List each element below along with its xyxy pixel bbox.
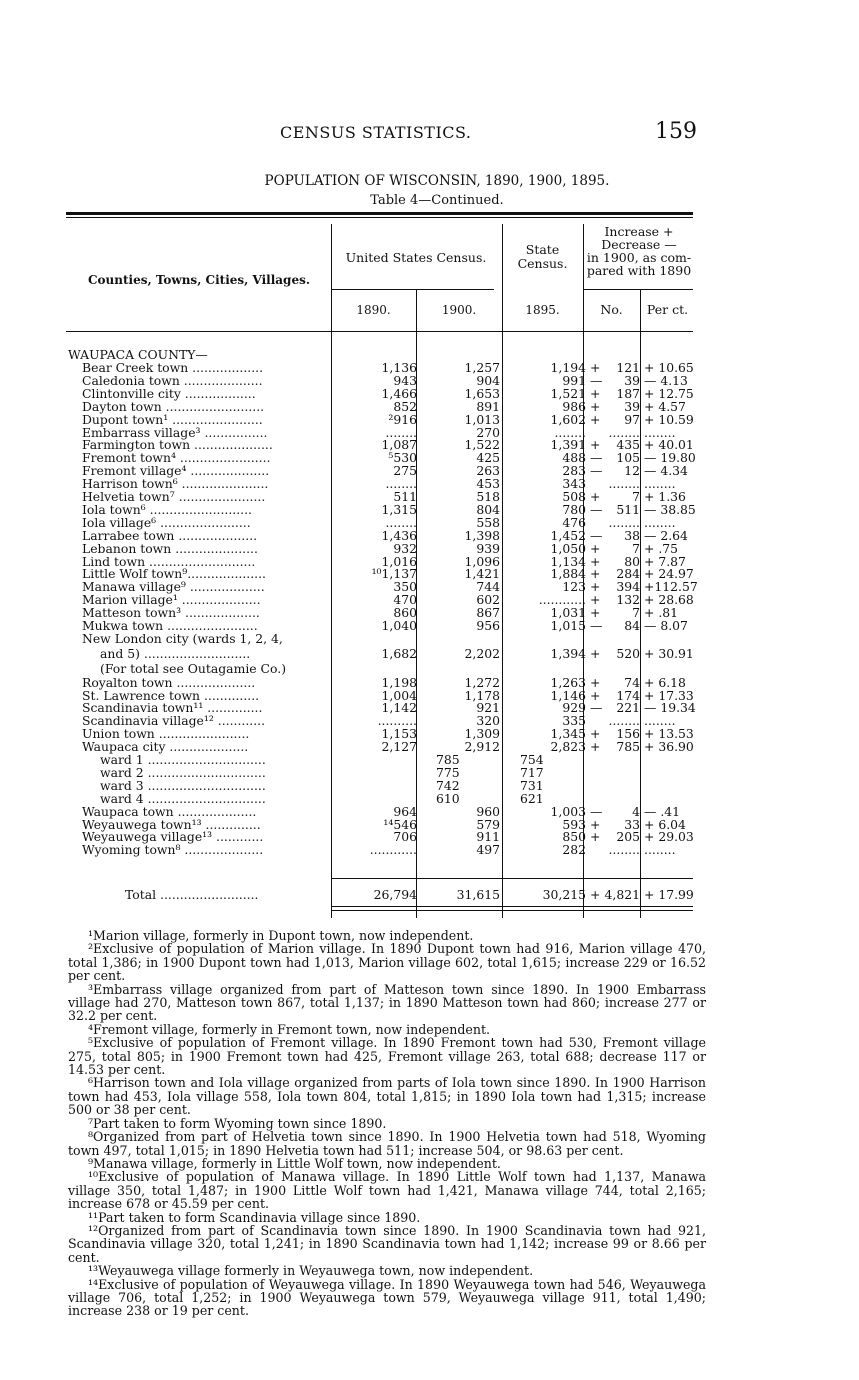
row-name: Weyauwega village¹³ ............ (82, 829, 264, 845)
cell-change-pct: — 2.64 (644, 527, 688, 543)
cell-change-no: 520 (616, 645, 640, 661)
header-bottom-rule (66, 331, 693, 332)
row-name: Union town ....................... (82, 726, 250, 742)
cell-1895: 1,134 (550, 553, 586, 569)
cell-1890: 511 (393, 489, 417, 504)
cell-1900: 891 (476, 398, 500, 414)
cell-1895: 850 (562, 829, 586, 845)
cell-change-no: 39 (624, 398, 640, 414)
table-row (0, 676, 859, 689)
total-change-pct: + 17.99 (644, 887, 694, 902)
cell-1895: 335 (562, 713, 586, 729)
cell-change-pct: ........ (644, 713, 676, 729)
cell-1900: 558 (476, 514, 500, 530)
cell-1900: 1,421 (464, 566, 500, 582)
cell-1895: 1,194 (550, 360, 586, 375)
cell-sign: + (590, 816, 601, 832)
row-name: Scandinavia village¹² ............ (82, 713, 266, 729)
cell-sign: + (590, 592, 601, 608)
cell-change-no: 785 (616, 739, 640, 755)
row-name: Iola village⁶ ....................... (82, 514, 251, 530)
cell-change-no: ........ (608, 424, 640, 440)
running-title: CENSUS STATISTICS. (280, 123, 472, 142)
row-name: Little Wolf town⁹.................... (82, 566, 266, 582)
ward-row (0, 779, 859, 792)
cell-1900: 867 (476, 605, 500, 621)
cell-change-pct: — 19.80 (644, 450, 696, 466)
cell-1890: 852 (393, 398, 417, 414)
table-row (0, 400, 859, 413)
table-row (0, 843, 859, 856)
footnote: ⁴Fremont village, formerly in Fremont town, now independent. (88, 1021, 491, 1037)
ward-1900: 775 (436, 764, 460, 780)
cell-1895: 1,391 (550, 437, 586, 453)
cell-1890: ........ (385, 476, 417, 492)
cell-1900: 921 (476, 700, 500, 716)
cell-sign: + (590, 739, 601, 755)
row-name: Scandinavia town¹¹ .............. (82, 700, 263, 716)
footnotes (68, 929, 706, 1318)
header-incdec-2: Decrease — (601, 237, 677, 252)
row-name: Mukwa town ....................... (82, 618, 258, 633)
cell-1900: 2,912 (464, 739, 500, 755)
cell-change-pct: ........ (644, 424, 676, 440)
cell-1900: 602 (476, 592, 500, 608)
cell-sign: + (590, 489, 601, 504)
cell-change-no: 105 (616, 450, 640, 466)
cell-change-pct: + 7.87 (644, 553, 686, 569)
header-state-census-1: State (525, 242, 560, 257)
cell-1895: 1,521 (550, 385, 586, 401)
total-change-no: 4,821 (604, 887, 640, 902)
cell-1895: 593 (562, 816, 586, 832)
cell-change-no: 12 (624, 463, 640, 479)
cell-change-no: 132 (616, 592, 640, 608)
row-name: Caledonia town .................... (82, 372, 263, 388)
cell-1895: 1,003 (550, 803, 586, 819)
row-name: Bear Creek town .................. (82, 360, 264, 375)
row-name: Fremont town⁴ ....................... (82, 450, 271, 466)
cell-1890: ........ (385, 514, 417, 530)
table-row-newlondon-note (0, 662, 859, 675)
row-name: Weyauwega town¹³ .............. (82, 816, 261, 832)
cell-1900: 2,202 (464, 645, 500, 661)
cell-change-pct: + 17.33 (644, 687, 694, 703)
total-1895: 30,215 (542, 887, 586, 902)
table-row (0, 387, 859, 400)
row-name: Royalton town .................... (82, 674, 256, 690)
footnote: ⁸Organized from part of Helvetia town since 1890. In 1900 Helvetia town had 518, Wyoming town 497, total 1,015; in 1890 Helvetia town had 511; increase 504, or 98.63 per cent. (68, 1129, 706, 1158)
row-name: Lind town ........................... (82, 553, 256, 569)
table-row (0, 516, 859, 529)
footnote: ⁹Manawa village, formerly in Little Wolf town, now independent. (88, 1155, 501, 1171)
header-incdec-4: pared with 1890 (586, 263, 692, 278)
cell-change-pct: — 8.07 (644, 618, 688, 633)
cell-sign: — (590, 700, 603, 716)
cell-1900: 579 (476, 816, 500, 832)
row-name: Wyoming town⁸ .................... (82, 842, 264, 858)
row-name: Marion village¹ .................... (82, 592, 261, 608)
total-label: Total ......................... (125, 887, 259, 902)
table-row (0, 805, 859, 818)
cell-change-no: ........ (608, 842, 640, 858)
table-subtitle: Table 4—Continued. (370, 193, 504, 208)
cell-1900: 1,096 (464, 553, 500, 569)
cell-sign: + (590, 605, 601, 621)
cell-1890: 1,198 (381, 674, 417, 690)
cell-change-no: 156 (616, 726, 640, 742)
footnote: ²Exclusive of population of Marion village. In 1890 Dupont town had 916, Marion village 470, total 1,386; in 1900 Dupont town had 1,013, Marion village 602, total 1,615; increase 229 or 16.52 per cent. (68, 941, 706, 984)
footnote: ³Embarrass village organized from part of Matteson town since 1890. In 1900 Embarrass village had 270, Matteson town 867, total 1,137; in 1890 Matteson town had 860; increase 277 or 32.2 per cent. (68, 981, 706, 1024)
cell-change-no: ........ (608, 476, 640, 492)
ward-1900: 610 (436, 790, 460, 806)
cell-change-pct: +112.57 (644, 579, 698, 595)
footnote: ¹¹Part taken to form Scandinavia village since 1890. (88, 1209, 421, 1225)
cell-change-no: 39 (624, 372, 640, 388)
cell-1900: 1,013 (464, 411, 500, 427)
ward-row (0, 792, 859, 805)
cell-change-pct: + 30.91 (644, 645, 694, 661)
cell-1900: 263 (476, 463, 500, 479)
cell-1895: 1,015 (550, 618, 586, 633)
table-row-newlondon-line1 (0, 632, 859, 645)
cell-1900: 453 (476, 476, 500, 492)
cell-sign: + (590, 687, 601, 703)
cell-sign: + (590, 360, 601, 375)
row-name: (For total see Outagamie Co.) (100, 660, 287, 676)
cell-1900: 518 (476, 489, 500, 504)
cell-sign: — (590, 450, 603, 466)
cell-change-pct: + 28.68 (644, 592, 694, 608)
cell-change-no: 80 (624, 553, 640, 569)
row-name: Manawa village⁹ ................... (82, 579, 265, 595)
incdec-rule (583, 289, 693, 290)
header-1895: 1895. (525, 303, 560, 317)
cell-1890: 275 (393, 463, 417, 479)
cell-change-pct: + .75 (644, 540, 679, 556)
cell-sign: + (590, 726, 601, 742)
cell-change-pct: + 10.65 (644, 360, 694, 375)
cell-sign: + (590, 674, 601, 690)
header-pct: Per ct. (646, 302, 689, 317)
row-name: Waupaca town .................... (82, 803, 257, 819)
ward-1895: 754 (520, 752, 544, 767)
cell-change-pct: — 4.13 (644, 372, 688, 388)
row-name: ward 4 .............................. (100, 790, 266, 806)
cell-1890: 1,040 (381, 618, 417, 633)
cell-1890: 1,153 (381, 726, 417, 742)
cell-1900: 744 (476, 579, 500, 595)
total-bottom-rule-2 (331, 910, 693, 911)
cell-1900: 1,257 (464, 360, 500, 375)
cell-1895: 1,602 (550, 411, 586, 427)
county-heading: WAUPACA COUNTY— (68, 347, 208, 362)
cell-1895: 508 (562, 489, 586, 504)
row-name: Harrison town⁶ ...................... (82, 476, 269, 492)
cell-1900: 320 (476, 713, 500, 729)
cell-sign: + (590, 385, 601, 401)
cell-change-pct: + 29.03 (644, 829, 694, 845)
total-sign: + (590, 887, 601, 902)
cell-1895: 476 (562, 514, 586, 530)
cell-change-no: ........ (608, 713, 640, 729)
cell-1890: 470 (393, 592, 417, 608)
row-name: Matteson town³ ................... (82, 605, 260, 621)
cell-1895: 929 (562, 700, 586, 716)
cell-1900: 425 (476, 450, 500, 466)
header-name-col: Counties, Towns, Cities, Villages. (87, 273, 311, 287)
row-name: St. Lawrence town .............. (82, 687, 260, 703)
cell-1900: 911 (476, 829, 500, 845)
footnote: ⁵Exclusive of population of Fremont village. In 1890 Fremont town had 530, Fremont village 275, total 805; in 1900 Fremont town had 425, Fremont village 263, total 688; decrease 117 or 14.53 per cent. (68, 1035, 706, 1078)
footnote: ¹²Organized from part of Scandinavia town since 1890. In 1900 Scandinavia town had 921, Scandinavia village 320, total 1,241; in 1890 Scandinavia town had 1,142; increase 99 or 8.66 per cent. (68, 1222, 706, 1265)
cell-change-no: 7 (632, 489, 640, 504)
cell-1890: 350 (393, 579, 417, 595)
total-top-rule (331, 878, 693, 879)
cell-1890: 964 (393, 803, 417, 819)
cell-1890: 932 (393, 540, 417, 556)
cell-sign: + (590, 398, 601, 414)
footnote: ⁶Harrison town and Iola village organized from parts of Iola town since 1890. In 1900 Harrison town had 453, Iola village 558, Iola town 804, total 1,815; in 1890 Iola town had 1,315; increase 500 or 38 per cent. (68, 1075, 706, 1118)
footnote: ¹⁴Exclusive of population of Weyauwega village. In 1890 Weyauwega town had 546, Weyauwega village 706, total 1,252; in 1900 Weyauwega town 579, Weyauwega village 911, total 1,490; increase 238 or 19 per cent. (68, 1276, 706, 1319)
cell-1895: 1,031 (550, 605, 586, 621)
cell-change-no: 38 (624, 527, 640, 543)
row-name: Iola town⁶ .......................... (82, 501, 252, 517)
cell-change-no: 121 (616, 360, 640, 375)
header-no: No. (600, 302, 623, 317)
cell-change-pct: + 24.97 (644, 566, 694, 582)
row-name: Fremont village⁴ .................... (82, 463, 270, 479)
cell-1895: 123 (562, 579, 586, 595)
cell-sign: — (590, 463, 603, 479)
cell-1890: .......... (377, 713, 417, 729)
cell-1890: ............ (369, 842, 417, 858)
row-name: Farmington town .................... (82, 437, 273, 453)
cell-sign: + (590, 829, 601, 845)
cell-change-pct: — 38.85 (644, 501, 696, 517)
cell-change-pct: + 40.01 (644, 437, 694, 453)
ward-1900: 742 (436, 777, 460, 793)
cell-1895: 986 (562, 398, 586, 414)
cell-1900: 497 (476, 842, 500, 858)
cell-change-pct: ........ (644, 476, 676, 492)
cell-1895: 780 (562, 501, 586, 517)
cell-change-pct: + 4.57 (644, 398, 686, 414)
cell-change-no: ........ (608, 514, 640, 530)
cell-change-no: 187 (616, 385, 640, 401)
table-row (0, 529, 859, 542)
cell-1890: 860 (393, 605, 417, 621)
cell-1890: 1,004 (381, 687, 417, 703)
cell-1890: ........ (385, 424, 417, 440)
cell-change-pct: + 13.53 (644, 726, 694, 742)
row-name: Embarrass village³ ................ (82, 424, 268, 440)
cell-1895: 1,345 (550, 726, 586, 742)
footnote: ⁷Part taken to form Wyoming town since 1890. (88, 1115, 387, 1131)
cell-change-no: 394 (616, 579, 640, 595)
cell-change-no: 7 (632, 605, 640, 621)
table-top-rule (66, 212, 693, 215)
cell-change-no: 84 (624, 618, 640, 633)
cell-1895: ............ (538, 592, 586, 608)
cell-sign: — (590, 527, 603, 543)
cell-change-pct: + 12.75 (644, 385, 694, 401)
table-title: POPULATION OF WISCONSIN, 1890, 1900, 1895. (264, 173, 610, 189)
cell-1890: ¹⁰1,137 (371, 566, 417, 582)
cell-1900: 1,653 (464, 385, 500, 401)
cell-change-no: 74 (624, 674, 640, 690)
total-1890: 26,794 (373, 887, 417, 902)
cell-1900: 270 (476, 424, 500, 440)
cell-1900: 804 (476, 501, 500, 517)
cell-1895: 1,263 (550, 674, 586, 690)
cell-change-no: 174 (616, 687, 640, 703)
cell-1890: ¹⁴546 (383, 816, 417, 832)
cell-change-pct: + 6.18 (644, 674, 686, 690)
cell-1895: 1,146 (550, 687, 586, 703)
header-1890: 1890. (356, 303, 391, 317)
cell-change-no: 97 (624, 411, 640, 427)
cell-1900: 960 (476, 803, 500, 819)
cell-sign: + (590, 579, 601, 595)
cell-1890: 1,142 (381, 700, 417, 716)
cell-1890: 1,466 (381, 385, 417, 401)
cell-1900: 1,178 (464, 687, 500, 703)
cell-change-no: 4 (632, 803, 640, 819)
row-name: and 5) ........................... (100, 645, 251, 661)
cell-1900: 1,522 (464, 437, 500, 453)
cell-1890: 943 (393, 372, 417, 388)
row-name: Helvetia town⁷ ...................... (82, 489, 266, 504)
cell-sign: + (590, 437, 601, 453)
cell-1895: 1,452 (550, 527, 586, 543)
row-name: ward 2 .............................. (100, 764, 266, 780)
cell-sign: + (590, 553, 601, 569)
cell-1900: 939 (476, 540, 500, 556)
cell-change-pct: + 1.36 (644, 489, 686, 504)
cell-1895: 1,884 (550, 566, 586, 582)
cell-1890: 706 (393, 829, 417, 845)
cell-1890: 1,682 (381, 645, 417, 661)
cell-1890: 1,436 (381, 527, 417, 543)
cell-change-pct: — .41 (644, 803, 681, 819)
row-name: Waupaca city .................... (82, 739, 249, 755)
cell-1890: ⁵530 (388, 450, 417, 466)
cell-1890: 1,315 (381, 501, 417, 517)
row-name: ward 3 .............................. (100, 777, 266, 793)
cell-change-pct: — 19.34 (644, 700, 696, 716)
footnote: ¹Marion village, formerly in Dupont town, now independent. (88, 928, 474, 943)
row-name: Lebanon town ..................... (82, 540, 258, 556)
cell-1895: 1,394 (550, 645, 586, 661)
cell-change-pct: + 10.59 (644, 411, 694, 427)
header-1900: 1900. (441, 303, 477, 317)
cell-sign: + (590, 411, 601, 427)
footnote: ¹⁰Exclusive of population of Manawa village. In 1890 Little Wolf town had 1,137, Manawa village 350, total 1,487; in 1900 Little Wolf town had 1,421, Manawa village 744, total 2,165; increase 678 or 45.59 per cent. (68, 1169, 706, 1212)
cell-change-no: 221 (616, 700, 640, 716)
cell-1890: ²916 (388, 411, 417, 427)
table-top-rule-thin (66, 217, 693, 218)
cell-1900: 1,398 (464, 527, 500, 543)
header-incdec-3: in 1900, as com- (586, 250, 692, 265)
header-state-census-2: Census. (517, 256, 568, 271)
cell-change-pct: — 4.34 (644, 463, 688, 479)
cell-sign: — (590, 501, 603, 517)
cell-1900: 1,272 (464, 674, 500, 690)
ward-row (0, 766, 859, 779)
us-census-rule (331, 289, 494, 290)
cell-1895: 282 (562, 842, 586, 858)
ward-1895: 731 (520, 777, 544, 793)
header-incdec-1: Increase + (604, 224, 674, 239)
cell-change-pct: + 6.04 (644, 816, 686, 832)
table-row-newlondon (0, 647, 859, 660)
row-name: ward 1 .............................. (100, 752, 266, 767)
cell-1900: 1,309 (464, 726, 500, 742)
cell-1890: 1,016 (381, 553, 417, 569)
cell-change-no: 511 (616, 501, 640, 517)
cell-1890: 1,136 (381, 360, 417, 375)
total-bottom-rule (331, 906, 693, 907)
ward-1895: 717 (520, 764, 544, 780)
cell-sign: + (590, 645, 601, 661)
cell-1895: 343 (562, 476, 586, 492)
row-name: Dayton town ......................... (82, 398, 265, 414)
cell-1895: 283 (562, 463, 586, 479)
row-name: Larrabee town .................... (82, 527, 258, 543)
table-row (0, 542, 859, 555)
cell-1900: 904 (476, 372, 500, 388)
ward-1900: 785 (436, 752, 460, 767)
footnote: ¹³Weyauwega village formerly in Weyauwega town, now independent. (88, 1263, 534, 1279)
cell-1895: 488 (562, 450, 586, 466)
cell-1895: 1,050 (550, 540, 586, 556)
page-number: 159 (655, 119, 697, 144)
row-name: New London city (wards 1, 2, 4, (82, 630, 283, 646)
cell-sign: + (590, 566, 601, 582)
header-us-census: United States Census. (345, 250, 487, 265)
table-row (0, 503, 859, 516)
table-row (0, 374, 859, 387)
total-row (0, 888, 859, 901)
cell-sign: — (590, 372, 603, 388)
cell-change-no: 284 (616, 566, 640, 582)
cell-change-pct: ........ (644, 514, 676, 530)
cell-sign: — (590, 618, 603, 633)
cell-change-pct: ........ (644, 842, 676, 858)
cell-change-no: 7 (632, 540, 640, 556)
cell-1890: 2,127 (381, 739, 417, 755)
cell-sign: — (590, 803, 603, 819)
cell-1895: 2,823 (550, 739, 586, 755)
row-name: Clintonville city .................. (82, 385, 256, 401)
cell-1895: 991 (562, 372, 586, 388)
cell-change-pct: + .81 (644, 605, 679, 621)
cell-1895: ........ (554, 424, 586, 440)
cell-change-no: 435 (616, 437, 640, 453)
cell-change-no: 205 (616, 829, 640, 845)
cell-1890: 1,087 (381, 437, 417, 453)
cell-1900: 956 (476, 618, 500, 633)
cell-sign: + (590, 540, 601, 556)
total-1900: 31,615 (456, 887, 500, 902)
cell-change-no: 33 (624, 816, 640, 832)
table-row (0, 413, 859, 426)
row-name: Dupont town¹ ....................... (82, 411, 263, 427)
ward-1895: 621 (520, 790, 544, 806)
cell-change-pct: + 36.90 (644, 739, 694, 755)
